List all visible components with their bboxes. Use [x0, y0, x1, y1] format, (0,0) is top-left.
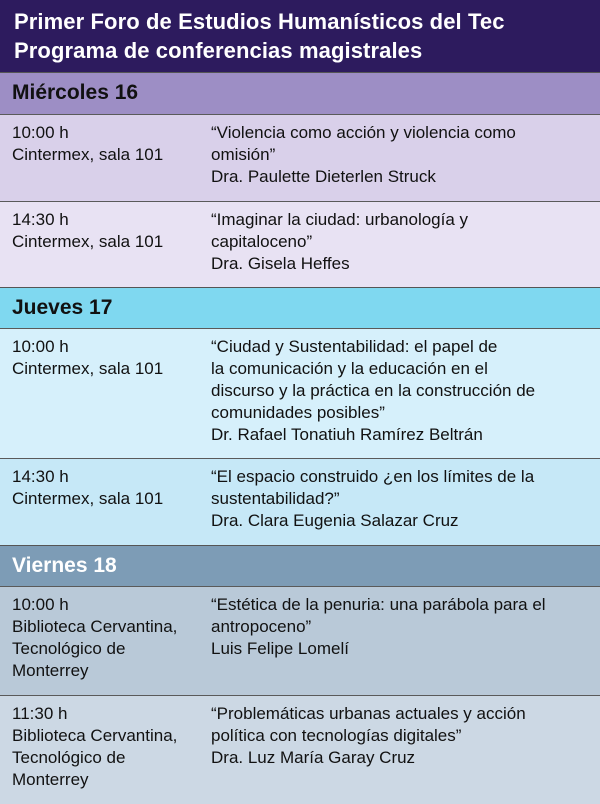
header-title: Primer Foro de Estudios Humanísticos del Tec [14, 9, 505, 34]
talk-title: “Problemáticas urbanas actuales y acción [211, 704, 526, 724]
session-row [0, 586, 600, 695]
session-place: Tecnológico de [12, 639, 126, 659]
session-row [0, 695, 600, 804]
talk-title: política con tecnologías digitales” [211, 726, 462, 746]
day-header-friday [0, 545, 600, 586]
program-header [0, 0, 600, 72]
talk-title: “Ciudad y Sustentabilidad: el papel de [211, 336, 498, 356]
talk-title: omisión” [211, 144, 276, 164]
session-details [211, 336, 600, 459]
session-when-where [0, 466, 211, 545]
day-name: Jueves 17 [12, 295, 113, 319]
talk-title: discurso y la práctica en la construcción de [211, 380, 536, 400]
day-name: Viernes 18 [12, 554, 117, 578]
day-name: Miércoles 16 [12, 81, 139, 105]
speaker-name: Dra. Gisela Heffes [211, 253, 350, 273]
talk-title: capitaloceno” [211, 231, 313, 251]
session-place: Cintermex, sala 101 [12, 231, 164, 251]
session-place: Biblioteca Cervantina, [12, 726, 178, 746]
session-row [0, 458, 600, 545]
session-details [211, 122, 600, 201]
talk-title: “Estética de la penuria: una parábola para el [211, 595, 546, 615]
session-time: 11:30 h [12, 704, 68, 724]
talk-title: antropoceno” [211, 617, 312, 637]
speaker-name: Dra. Paulette Dieterlen Struck [211, 166, 436, 186]
session-place: Cintermex, sala 101 [12, 489, 164, 509]
session-when-where [0, 594, 211, 695]
session-place: Cintermex, sala 101 [12, 144, 164, 164]
speaker-name: Dr. Rafael Tonatiuh Ramírez Beltrán [211, 424, 483, 444]
talk-title: la comunicación y la educación en el [211, 358, 488, 378]
session-time: 14:30 h [12, 209, 69, 229]
session-details [211, 703, 600, 804]
speaker-name: Luis Felipe Lomelí [211, 639, 349, 659]
day-header-thursday [0, 287, 600, 328]
session-time: 14:30 h [12, 467, 69, 487]
day-header-wednesday [0, 72, 600, 114]
session-place: Monterrey [12, 770, 89, 790]
speaker-name: Dra. Luz María Garay Cruz [211, 748, 416, 768]
session-row [0, 328, 600, 459]
session-row [0, 114, 600, 201]
session-when-where [0, 703, 211, 804]
header-subtitle: Programa de conferencias magistrales [14, 38, 423, 63]
talk-title: “El espacio construido ¿en los límites de la [211, 467, 535, 487]
session-when-where [0, 209, 211, 287]
talk-title: sustentabilidad?” [211, 489, 340, 509]
session-details [211, 594, 600, 695]
session-when-where [0, 336, 211, 459]
session-details [211, 466, 600, 545]
session-place: Monterrey [12, 661, 89, 681]
session-time: 10:00 h [12, 595, 69, 615]
session-time: 10:00 h [12, 122, 69, 142]
talk-title: comunidades posibles” [211, 402, 385, 422]
session-details [211, 209, 600, 287]
session-when-where [0, 122, 211, 201]
session-place: Tecnológico de [12, 748, 126, 768]
session-place: Biblioteca Cervantina, [12, 617, 178, 637]
talk-title: “Violencia como acción y violencia como [211, 122, 516, 142]
speaker-name: Dra. Clara Eugenia Salazar Cruz [211, 511, 459, 531]
session-time: 10:00 h [12, 336, 69, 356]
session-row [0, 201, 600, 287]
talk-title: “Imaginar la ciudad: urbanología y [211, 209, 469, 229]
session-place: Cintermex, sala 101 [12, 358, 164, 378]
